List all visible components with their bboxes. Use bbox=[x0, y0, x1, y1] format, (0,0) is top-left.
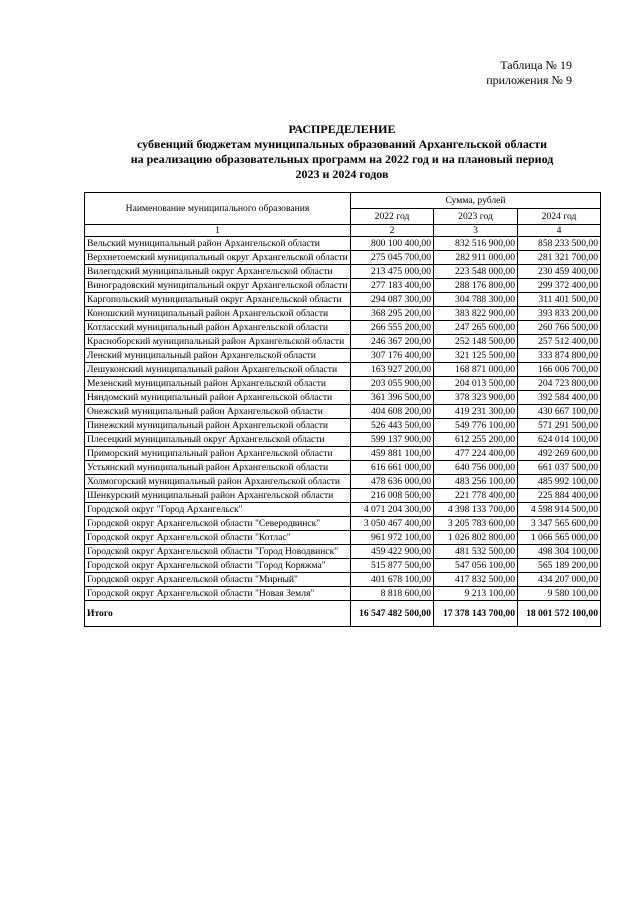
municipality-name: Няндомский муниципальный район Архангельской области bbox=[85, 391, 351, 405]
table-row bbox=[85, 377, 601, 391]
table-row bbox=[85, 545, 601, 559]
table-row bbox=[85, 335, 601, 349]
amount-2024: 204 723 800,00 bbox=[518, 377, 601, 391]
amount-2024: 498 304 100,00 bbox=[518, 545, 601, 559]
amount-2022: 459 881 100,00 bbox=[351, 447, 434, 461]
table-row bbox=[85, 503, 601, 517]
amount-2024: 230 459 400,00 bbox=[518, 265, 601, 279]
table-row bbox=[85, 559, 601, 573]
municipality-name: Вилегодский муниципальный округ Архангельской области bbox=[85, 265, 351, 279]
amount-2023: 832 516 900,00 bbox=[434, 237, 518, 251]
amount-2024: 311 401 500,00 bbox=[518, 293, 601, 307]
table-reference bbox=[486, 58, 572, 88]
table-row bbox=[85, 433, 601, 447]
table-row bbox=[85, 391, 601, 405]
table-row bbox=[85, 531, 601, 545]
amount-2022: 4 071 204 300,00 bbox=[351, 503, 434, 517]
table-row bbox=[85, 349, 601, 363]
amount-2024: 1 066 565 000,00 bbox=[518, 531, 601, 545]
amount-2022: 307 176 400,00 bbox=[351, 349, 434, 363]
amount-2023: 477 224 400,00 bbox=[434, 447, 518, 461]
table-number-label: Таблица № 19 bbox=[500, 58, 572, 72]
municipality-name: Красноборский муниципальный район Архангельской области bbox=[85, 335, 351, 349]
amount-2024: 9 580 100,00 bbox=[518, 587, 601, 601]
amount-2022: 526 443 500,00 bbox=[351, 419, 434, 433]
amount-2024: 434 207 000,00 bbox=[518, 573, 601, 587]
table-row bbox=[85, 573, 601, 587]
table-row bbox=[85, 279, 601, 293]
amount-2024: 333 874 800,00 bbox=[518, 349, 601, 363]
table-row bbox=[85, 517, 601, 531]
municipality-name: Плесецкий муниципальный округ Архангельской области bbox=[85, 433, 351, 447]
column-number-4: 4 bbox=[518, 225, 601, 237]
amount-2023: 4 398 133 700,00 bbox=[434, 503, 518, 517]
amount-2024: 257 512 400,00 bbox=[518, 335, 601, 349]
amount-2022: 961 972 100,00 bbox=[351, 531, 434, 545]
title-line-2: субвенций бюджетам муниципальных образований Архангельской области bbox=[136, 137, 548, 151]
amount-2022: 266 555 200,00 bbox=[351, 321, 434, 335]
amount-2022: 800 100 400,00 bbox=[351, 237, 434, 251]
amount-2023: 3 205 783 600,00 bbox=[434, 517, 518, 531]
column-header-2022: 2022 год bbox=[351, 209, 434, 225]
amount-2024: 571 291 500,00 bbox=[518, 419, 601, 433]
amount-2022: 616 661 000,00 bbox=[351, 461, 434, 475]
column-header-sum: Сумма, рублей bbox=[351, 193, 601, 209]
table-row bbox=[85, 489, 601, 503]
table-row bbox=[85, 461, 601, 475]
column-number-3: 3 bbox=[434, 225, 518, 237]
column-header-2024: 2024 год bbox=[518, 209, 601, 225]
amount-2023: 282 911 000,00 bbox=[434, 251, 518, 265]
municipality-name: Мезенский муниципальный район Архангельской области bbox=[85, 377, 351, 391]
amount-2023: 321 125 500,00 bbox=[434, 349, 518, 363]
amount-2024: 299 372 400,00 bbox=[518, 279, 601, 293]
municipality-name: Лешуконский муниципальный район Архангельской области bbox=[85, 363, 351, 377]
table-row bbox=[85, 475, 601, 489]
table-row bbox=[85, 419, 601, 433]
amount-2024: 858 233 500,00 bbox=[518, 237, 601, 251]
total-2024: 18 001 572 100,00 bbox=[518, 601, 601, 627]
municipality-name: Котласский муниципальный район Архангельской области bbox=[85, 321, 351, 335]
amount-2024: 166 006 700,00 bbox=[518, 363, 601, 377]
amount-2023: 204 013 500,00 bbox=[434, 377, 518, 391]
municipality-name: Устьянский муниципальный район Архангельской области bbox=[85, 461, 351, 475]
amount-2024: 492 269 600,00 bbox=[518, 447, 601, 461]
municipality-name: Городской округ Архангельской области "Котлас" bbox=[85, 531, 351, 545]
municipality-name: Пинежский муниципальный район Архангельской области bbox=[85, 419, 351, 433]
amount-2024: 565 189 200,00 bbox=[518, 559, 601, 573]
municipality-name: Городской округ Архангельской области "Мирный" bbox=[85, 573, 351, 587]
total-row bbox=[85, 601, 601, 627]
table-row bbox=[85, 587, 601, 601]
amount-2022: 368 295 200,00 bbox=[351, 307, 434, 321]
amount-2023: 1 026 802 800,00 bbox=[434, 531, 518, 545]
table-row bbox=[85, 321, 601, 335]
amount-2022: 478 636 000,00 bbox=[351, 475, 434, 489]
amount-2024: 392 584 400,00 bbox=[518, 391, 601, 405]
amount-2024: 430 667 100,00 bbox=[518, 405, 601, 419]
amount-2023: 252 148 500,00 bbox=[434, 335, 518, 349]
amount-2022: 246 367 200,00 bbox=[351, 335, 434, 349]
amount-2022: 3 050 467 400,00 bbox=[351, 517, 434, 531]
amount-2023: 378 323 900,00 bbox=[434, 391, 518, 405]
amount-2022: 515 877 500,00 bbox=[351, 559, 434, 573]
amount-2022: 163 927 200,00 bbox=[351, 363, 434, 377]
table-body bbox=[85, 237, 601, 601]
amount-2022: 459 422 900,00 bbox=[351, 545, 434, 559]
amount-2022: 203 055 900,00 bbox=[351, 377, 434, 391]
amount-2023: 417 832 500,00 bbox=[434, 573, 518, 587]
table-row bbox=[85, 265, 601, 279]
amount-2023: 483 256 100,00 bbox=[434, 475, 518, 489]
municipality-name: Ленский муниципальный район Архангельской области bbox=[85, 349, 351, 363]
amount-2023: 168 871 000,00 bbox=[434, 363, 518, 377]
total-label: Итого bbox=[85, 601, 351, 627]
amount-2024: 4 598 914 500,00 bbox=[518, 503, 601, 517]
amount-2023: 419 231 300,00 bbox=[434, 405, 518, 419]
municipality-name: Онежский муниципальный район Архангельской области bbox=[85, 405, 351, 419]
amount-2023: 547 056 100,00 bbox=[434, 559, 518, 573]
title-line-3: на реализацию образовательных программ на 2022 год и на плановый период bbox=[130, 152, 554, 166]
amount-2023: 549 776 100,00 bbox=[434, 419, 518, 433]
amount-2024: 393 833 200,00 bbox=[518, 307, 601, 321]
amount-2023: 221 778 400,00 bbox=[434, 489, 518, 503]
amount-2022: 401 678 100,00 bbox=[351, 573, 434, 587]
amount-2024: 661 037 500,00 bbox=[518, 461, 601, 475]
table-row bbox=[85, 251, 601, 265]
municipality-name: Городской округ Архангельской области "Новая Земля" bbox=[85, 587, 351, 601]
amount-2022: 599 137 900,00 bbox=[351, 433, 434, 447]
table-row bbox=[85, 363, 601, 377]
title-line-1: РАСПРЕДЕЛЕНИЕ bbox=[288, 122, 396, 136]
amount-2024: 624 014 100,00 bbox=[518, 433, 601, 447]
amount-2023: 481 532 500,00 bbox=[434, 545, 518, 559]
amount-2022: 275 045 700,00 bbox=[351, 251, 434, 265]
amount-2024: 281 321 700,00 bbox=[518, 251, 601, 265]
amount-2023: 640 756 000,00 bbox=[434, 461, 518, 475]
municipality-name: Городской округ Архангельской области "Город Коряжма" bbox=[85, 559, 351, 573]
distribution-table bbox=[84, 192, 601, 627]
municipality-name: Верхнетоемский муниципальный округ Архангельской области bbox=[85, 251, 351, 265]
municipality-name: Коношский муниципальный район Архангельской области bbox=[85, 307, 351, 321]
municipality-name: Городской округ Архангельской области "Северодвинск" bbox=[85, 517, 351, 531]
amount-2022: 213 475 000,00 bbox=[351, 265, 434, 279]
amount-2022: 216 008 500,00 bbox=[351, 489, 434, 503]
column-number-1: 1 bbox=[85, 225, 351, 237]
amount-2022: 361 396 500,00 bbox=[351, 391, 434, 405]
amount-2024: 485 992 100,00 bbox=[518, 475, 601, 489]
title-line-4: 2023 и 2024 годов bbox=[295, 167, 389, 181]
amount-2024: 260 766 500,00 bbox=[518, 321, 601, 335]
table-row bbox=[85, 237, 601, 251]
column-number-2: 2 bbox=[351, 225, 434, 237]
amount-2023: 288 176 800,00 bbox=[434, 279, 518, 293]
amount-2023: 383 822 900,00 bbox=[434, 307, 518, 321]
amount-2023: 223 548 000,00 bbox=[434, 265, 518, 279]
amount-2023: 304 788 300,00 bbox=[434, 293, 518, 307]
table-row bbox=[85, 293, 601, 307]
amount-2023: 247 265 600,00 bbox=[434, 321, 518, 335]
amount-2024: 225 884 400,00 bbox=[518, 489, 601, 503]
appendix-label: приложения № 9 bbox=[486, 73, 572, 87]
total-2022: 16 547 482 500,00 bbox=[351, 601, 434, 627]
municipality-name: Шенкурский муниципальный район Архангельской области bbox=[85, 489, 351, 503]
table-row bbox=[85, 447, 601, 461]
amount-2023: 612 255 200,00 bbox=[434, 433, 518, 447]
municipality-name: Приморский муниципальный район Архангельской области bbox=[85, 447, 351, 461]
column-header-2023: 2023 год bbox=[434, 209, 518, 225]
document-title bbox=[84, 122, 600, 182]
column-header-name: Наименование муниципального образования bbox=[85, 193, 351, 225]
municipality-name: Холмогорский муниципальный район Архангельской области bbox=[85, 475, 351, 489]
amount-2023: 9 213 100,00 bbox=[434, 587, 518, 601]
amount-2022: 294 087 300,00 bbox=[351, 293, 434, 307]
municipality-name: Городской округ Архангельской области "Город Новодвинск" bbox=[85, 545, 351, 559]
total-2023: 17 378 143 700,00 bbox=[434, 601, 518, 627]
table-row bbox=[85, 307, 601, 321]
amount-2024: 3 347 565 600,00 bbox=[518, 517, 601, 531]
municipality-name: Вельский муниципальный район Архангельской области bbox=[85, 237, 351, 251]
amount-2022: 8 818 600,00 bbox=[351, 587, 434, 601]
amount-2022: 404 608 200,00 bbox=[351, 405, 434, 419]
municipality-name: Виноградовский муниципальный округ Архангельской области bbox=[85, 279, 351, 293]
table-row bbox=[85, 405, 601, 419]
amount-2022: 277 183 400,00 bbox=[351, 279, 434, 293]
municipality-name: Каргопольский муниципальный округ Архангельской области bbox=[85, 293, 351, 307]
municipality-name: Городской округ "Город Архангельск" bbox=[85, 503, 351, 517]
